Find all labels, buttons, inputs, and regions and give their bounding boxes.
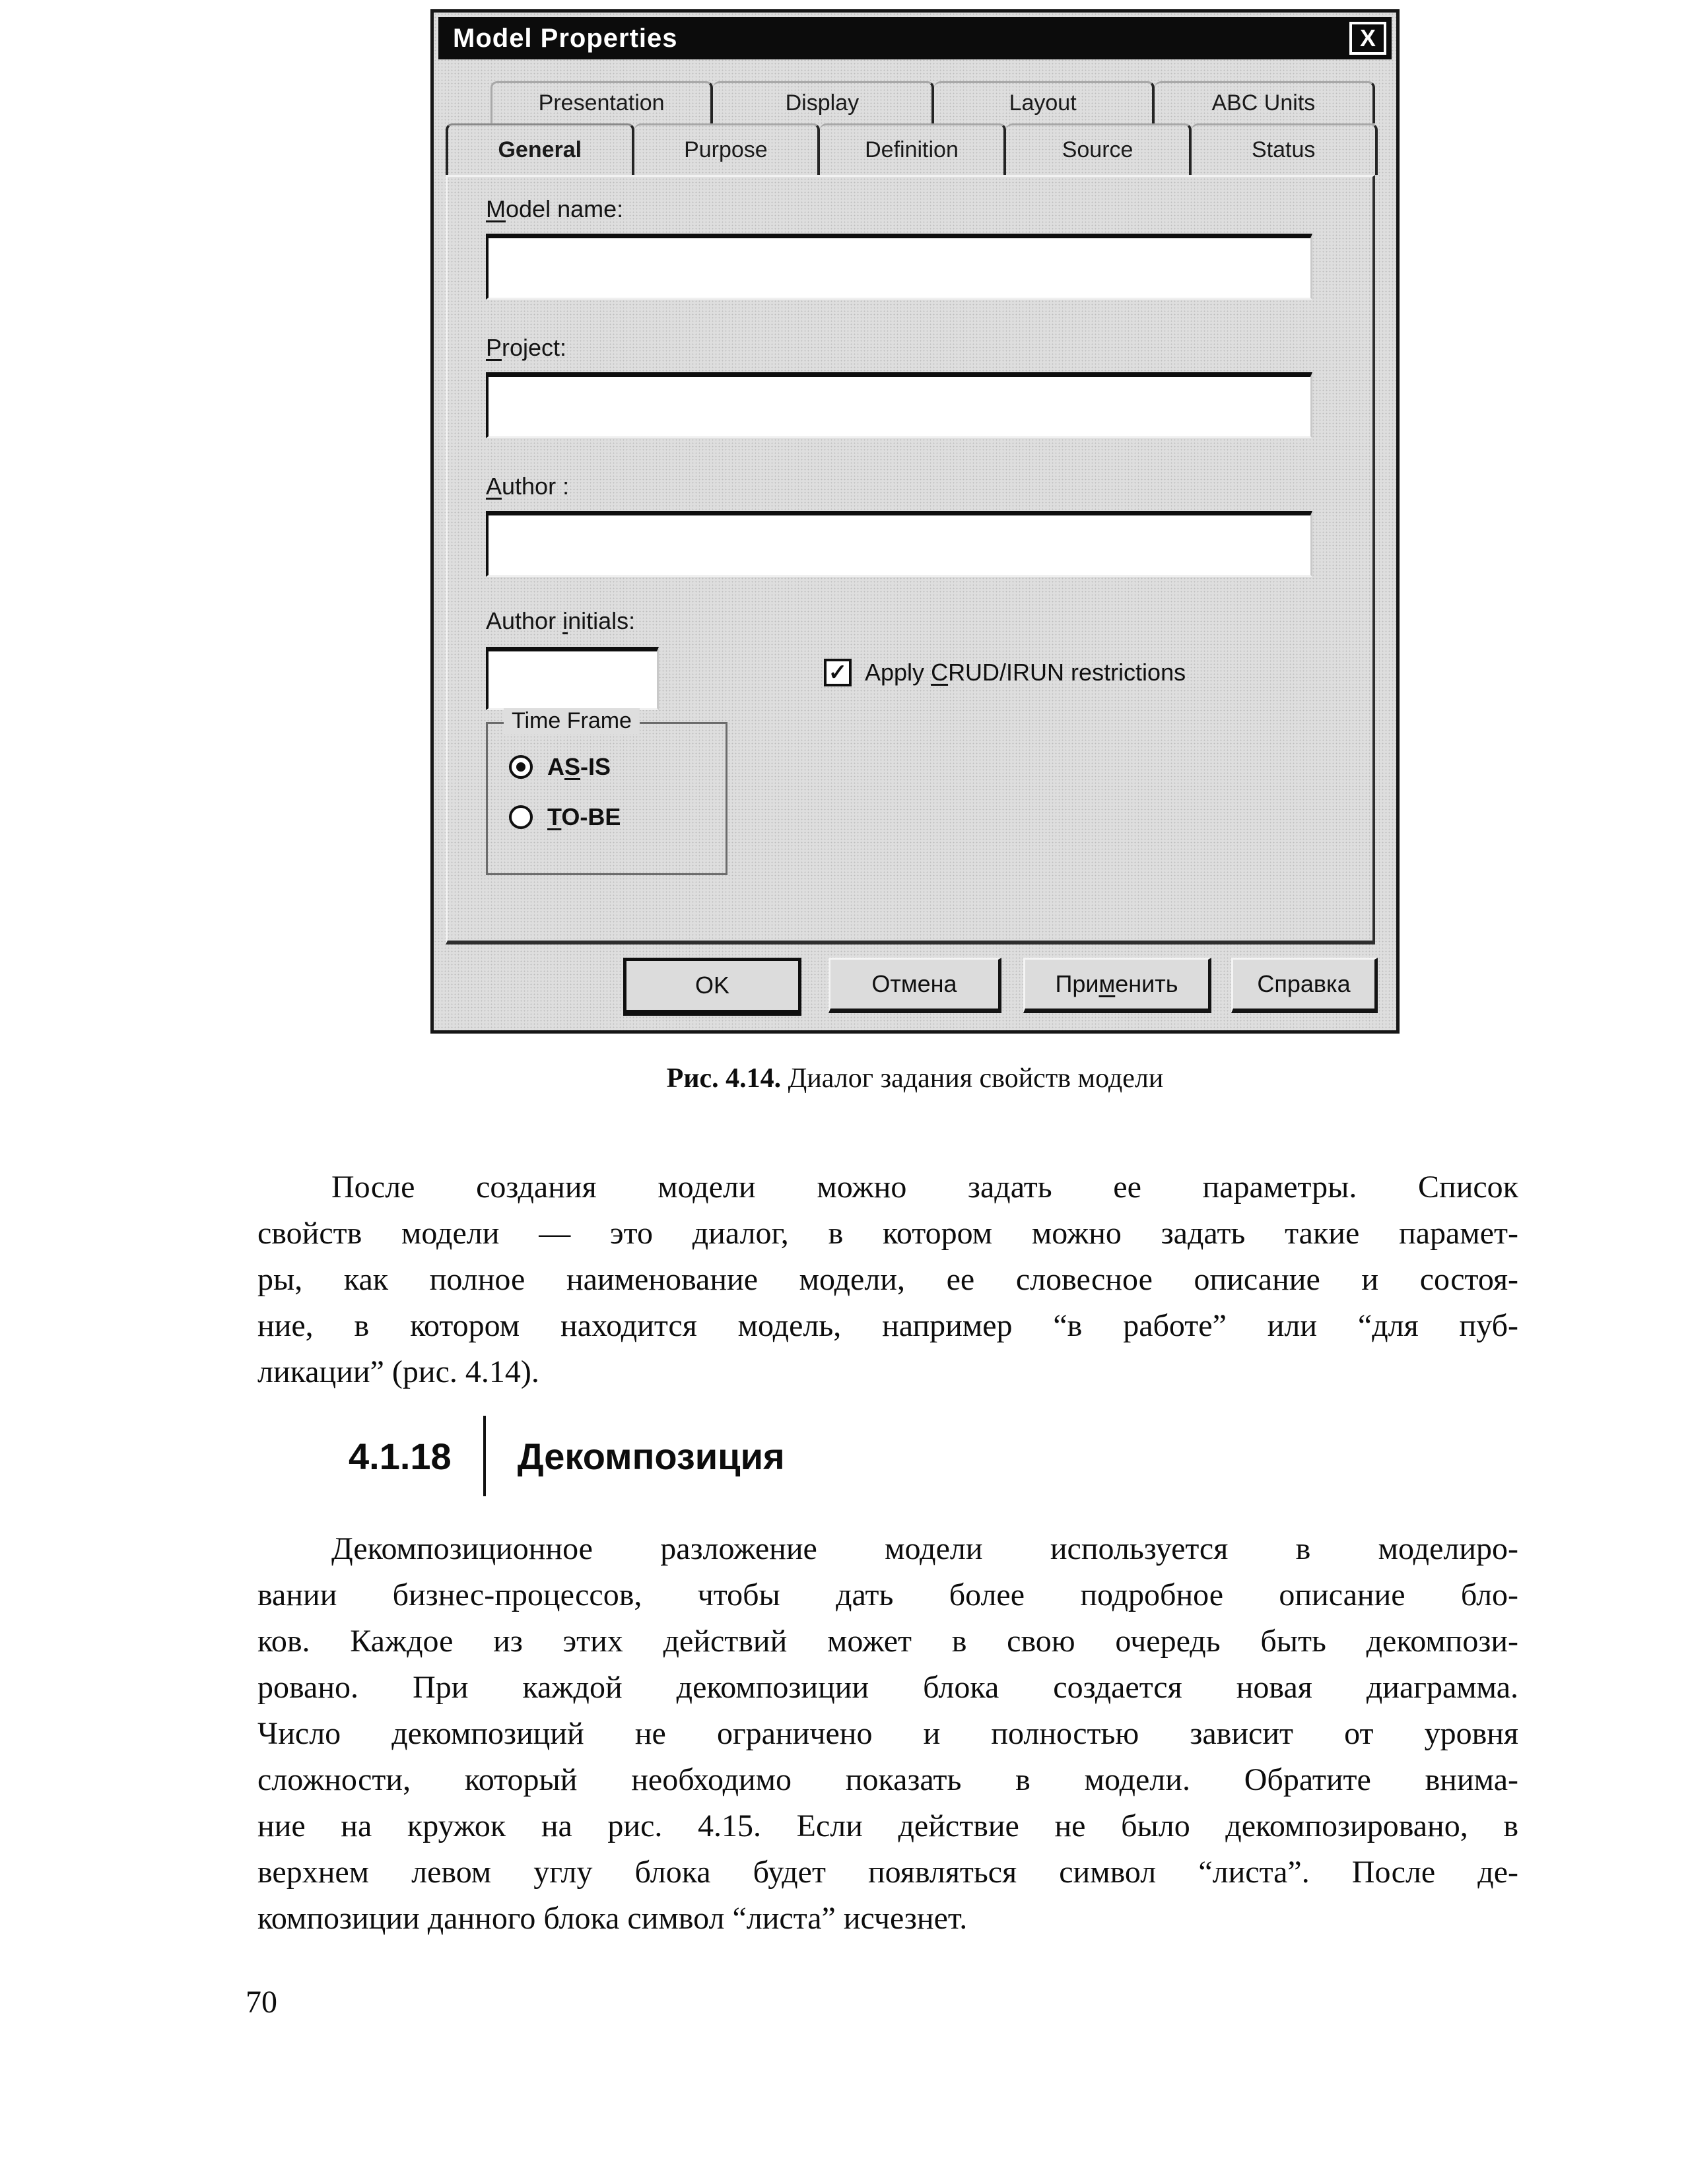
crud-irun-checkbox-label: Apply CRUD/IRUN restrictions (865, 659, 1186, 686)
crud-irun-checkbox[interactable] (824, 659, 852, 686)
author-initials-input[interactable] (486, 647, 659, 710)
tab-abc-units[interactable]: ABC Units (1155, 81, 1375, 123)
text-line: ры, как полное наименование модели, ее словесное описание и состоя- (257, 1262, 1518, 1297)
dialog-titlebar[interactable] (438, 17, 1392, 59)
general-tab-page (446, 175, 1375, 944)
text-line: ликации” (рис. 4.14). (257, 1354, 539, 1389)
ok-button[interactable]: OK (623, 958, 801, 1013)
text-line: вании бизнес-процессов, чтобы дать более подробное описание бло- (257, 1577, 1518, 1612)
tab-status[interactable]: Status (1192, 123, 1378, 175)
radio-to-be-label: TO-BE (547, 803, 621, 830)
project-label: Project: (486, 334, 567, 361)
tab-general[interactable]: General (446, 123, 634, 175)
text-line: После создания модели можно задать ее параметры. Список (331, 1170, 1518, 1205)
tab-layout[interactable]: Layout (934, 81, 1155, 123)
time-frame-legend: Time Frame (504, 708, 640, 734)
close-button[interactable] (1349, 22, 1386, 55)
paragraph-1 (257, 1164, 1518, 1395)
time-frame-group (486, 708, 727, 875)
text-line: композиции данного блока символ “листа” исчезнет. (257, 1901, 968, 1936)
paragraph-2 (257, 1526, 1518, 1942)
checkmark-icon: ✓ (828, 660, 848, 685)
section-title: Декомпозиция (517, 1435, 785, 1477)
tab-source[interactable]: Source (1006, 123, 1192, 175)
radio-as-is-label: AS-IS (547, 753, 611, 780)
project-input[interactable] (486, 372, 1312, 438)
apply-button[interactable]: При м енить (1023, 958, 1211, 1013)
tab-presentation[interactable]: Presentation (490, 81, 713, 123)
radio-to-be[interactable] (509, 805, 533, 829)
model-name-input[interactable] (486, 234, 1312, 300)
text-line: ние на кружок на рис. 4.15. Если действие не было декомпозировано, в (257, 1808, 1518, 1843)
text-line: свойств модели — это диалог, в котором можно задать такие парамет- (257, 1216, 1518, 1251)
tab-definition[interactable]: Definition (820, 123, 1006, 175)
section-number: 4.1.18 (349, 1435, 452, 1477)
radio-as-is[interactable] (509, 755, 533, 779)
page-number: 70 (246, 1985, 277, 2020)
radio-as-is-row (509, 753, 611, 781)
tab-display[interactable]: Display (713, 81, 933, 123)
crud-irun-checkbox-row (824, 659, 1186, 686)
text-line: ровано. При каждой декомпозиции блока создается новая диаграмма. (257, 1670, 1518, 1705)
author-input[interactable] (486, 511, 1312, 577)
close-icon: X (1359, 24, 1376, 51)
tab-purpose[interactable]: Purpose (634, 123, 821, 175)
figure-caption (430, 1063, 1400, 1094)
text-line: сложности, который необходимо показать в модели. Обратите внима- (257, 1762, 1518, 1797)
text-line: ков. Каждое из этих действий может в свою очередь быть декомпози- (257, 1624, 1518, 1659)
text-line: Число декомпозиций не ограничено и полностью зависит от уровня (257, 1716, 1518, 1751)
author-label: Author : (486, 473, 570, 500)
model-properties-dialog (430, 9, 1400, 1034)
radio-to-be-row (509, 803, 621, 831)
section-heading (349, 1414, 785, 1498)
help-button[interactable]: Справка (1231, 958, 1378, 1013)
tab-row-back (490, 81, 1375, 123)
figure-caption-number: Рис. 4.14. (666, 1063, 782, 1094)
author-initials-label: Author initials: (486, 607, 636, 634)
text-line: Декомпозиционное разложение модели используется в моделиро- (331, 1531, 1518, 1566)
dialog-title: Model Properties (453, 23, 678, 53)
text-line: верхнем левом углу блока будет появляться символ “листа”. После де- (257, 1855, 1518, 1890)
cancel-button[interactable]: Отмена (828, 958, 1001, 1013)
text-line: ние, в котором находится модель, например “в работе” или “для пуб- (257, 1308, 1518, 1343)
section-divider (483, 1416, 486, 1496)
figure-caption-text: Диалог задания свойств модели (781, 1063, 1164, 1094)
tab-row-front (446, 123, 1378, 175)
model-name-label: Model name: (486, 195, 624, 222)
